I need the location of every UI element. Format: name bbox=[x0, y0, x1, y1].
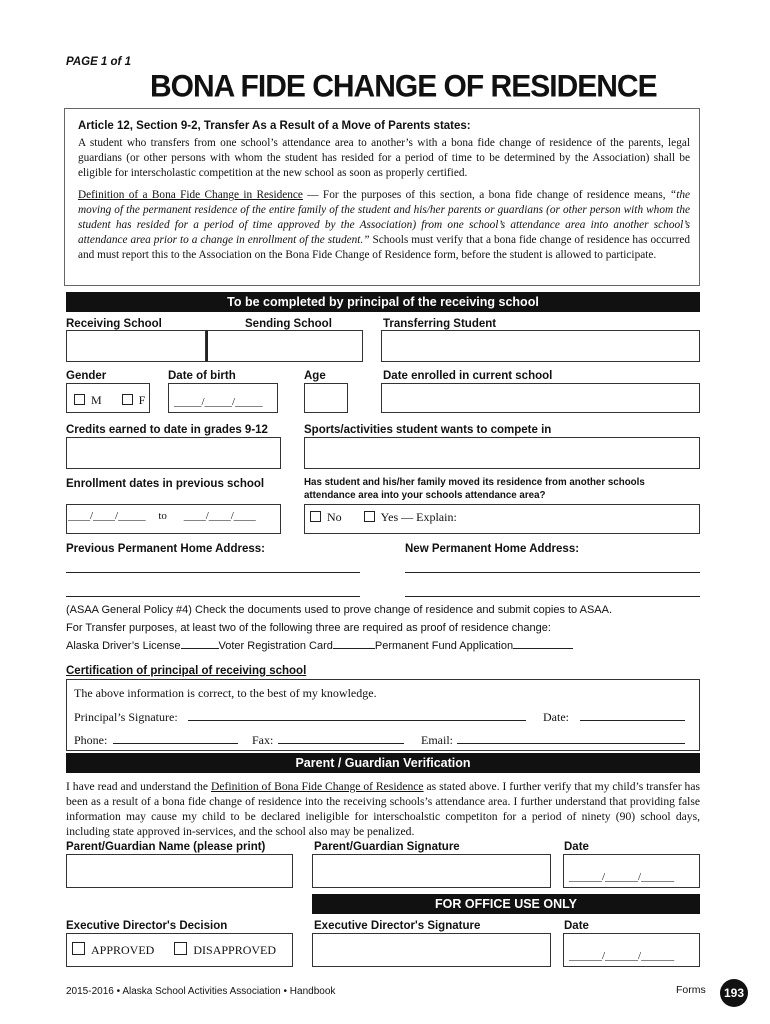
doc-voter-registration-blank[interactable] bbox=[333, 648, 375, 649]
age-label: Age bbox=[304, 370, 326, 382]
parent-date-label: Date bbox=[564, 841, 589, 853]
gender-f-label: F bbox=[138, 393, 146, 407]
credits-label: Credits earned to date in grades 9-12 bbox=[66, 424, 268, 436]
moved-options bbox=[310, 510, 457, 525]
parent-date-blank: ______/______/______ bbox=[569, 871, 675, 883]
intro-paragraph: A student who transfers from one school’s attendance area to another’s with a bona fide change of residence of the parents, legal guardians (or other persons with whom the student has resided for a period of time to be determined by the Association) shall be eligible for interscholastic competition at the new school as soon as properly certified. bbox=[78, 137, 690, 179]
gender-label: Gender bbox=[66, 370, 107, 382]
gender-f-checkbox[interactable] bbox=[122, 394, 133, 405]
enroll-to-blank: ____/____/____ bbox=[183, 510, 256, 522]
approved-label: APPROVED bbox=[91, 943, 155, 957]
doc-permanent-fund: Permanent Fund Application bbox=[374, 640, 514, 652]
previous-address-label: Previous Permanent Home Address: bbox=[66, 543, 265, 555]
parent-statement-link: Definition of Bona Fide Change of Residence bbox=[210, 780, 424, 793]
office-section-bar: FOR OFFICE USE ONLY bbox=[312, 894, 700, 914]
footer-section: Forms bbox=[676, 984, 706, 996]
enroll-from-blank: ____/____/_____ bbox=[68, 510, 146, 522]
sending-school-label: Sending School bbox=[245, 318, 332, 330]
enroll-to-label: to bbox=[158, 510, 167, 522]
new-address-label: New Permanent Home Address: bbox=[405, 543, 580, 555]
moved-question: Has student and his/her family moved its residence from another schools attendance area into your schools attendance area? bbox=[304, 476, 645, 501]
moved-yes-checkbox[interactable] bbox=[364, 511, 375, 522]
parent-section-bar: Parent / Guardian Verification bbox=[66, 753, 700, 773]
page-title: BONA FIDE CHANGE OF RESIDENCE bbox=[150, 69, 657, 104]
enrollment-dates-blank bbox=[68, 510, 256, 522]
gender-m-checkbox[interactable] bbox=[74, 394, 85, 405]
decision-options bbox=[72, 942, 276, 958]
office-date-blank: ______/______/______ bbox=[569, 950, 675, 962]
principal-date-label: Date: bbox=[543, 710, 569, 724]
moved-yes-label: Yes — Explain: bbox=[380, 510, 457, 524]
age-field[interactable] bbox=[304, 383, 348, 413]
phone-line[interactable] bbox=[113, 743, 238, 744]
previous-address-line-1[interactable] bbox=[66, 572, 360, 573]
page-label: PAGE 1 of 1 bbox=[66, 56, 131, 68]
gender-options bbox=[74, 393, 145, 408]
principal-signature-line[interactable] bbox=[188, 720, 526, 721]
doc-voter-registration: Voter Registration Card bbox=[218, 640, 333, 652]
dob-blank: _____/_____/_____ bbox=[174, 396, 263, 408]
policy-line-1: (ASAA General Policy #4) Check the documents used to prove change of residence and submit copies to ASAA. bbox=[66, 604, 613, 616]
office-date-label: Date bbox=[564, 920, 589, 932]
principal-section-bar: To be completed by principal of the receiving school bbox=[66, 292, 700, 312]
doc-drivers-license-blank[interactable] bbox=[181, 648, 219, 649]
dob-label: Date of birth bbox=[168, 370, 236, 382]
new-address-line-1[interactable] bbox=[405, 572, 700, 573]
sports-label: Sports/activities student wants to compete in bbox=[304, 424, 552, 436]
sending-school-field[interactable] bbox=[206, 330, 363, 362]
transferring-student-label: Transferring Student bbox=[383, 318, 497, 330]
parent-signature-field[interactable] bbox=[312, 854, 551, 888]
executive-signature-label: Executive Director's Signature bbox=[314, 920, 481, 932]
parent-statement-b: as stated above. I further verify that my child’s transfer has been as a result of a bona fide change of residence into the receiving schools’s attendance area. I further understand that providing false information may cause my child to be declared ineligible for interschoalstic competiton for a period of ninety (90) school days, including state approved in-services, and the school also may be penalized. bbox=[66, 780, 700, 838]
email-line[interactable] bbox=[457, 743, 685, 744]
new-address-line-2[interactable] bbox=[405, 596, 700, 597]
parent-statement-a: I have read and understand the bbox=[66, 780, 211, 793]
gender-m-label: M bbox=[91, 393, 102, 407]
principal-date-line[interactable] bbox=[580, 720, 685, 721]
footer-text: 2015-2016 • Alaska School Activities Association • Handbook bbox=[66, 986, 336, 997]
fax-label: Fax: bbox=[252, 733, 274, 747]
policy-documents bbox=[66, 640, 573, 652]
email-label: Email: bbox=[421, 733, 453, 747]
fax-line[interactable] bbox=[278, 743, 404, 744]
page-number-badge: 193 bbox=[720, 979, 748, 1007]
disapproved-checkbox[interactable] bbox=[174, 942, 187, 955]
parent-name-field[interactable] bbox=[66, 854, 293, 888]
executive-signature-field[interactable] bbox=[312, 933, 551, 967]
credits-field[interactable] bbox=[66, 437, 281, 469]
definition-paragraph bbox=[78, 188, 690, 263]
receiving-school-field[interactable] bbox=[66, 330, 206, 362]
approved-checkbox[interactable] bbox=[72, 942, 85, 955]
phone-label: Phone: bbox=[74, 733, 108, 747]
policy-line-2: For Transfer purposes, at least two of the following three are required as proof of residence change: bbox=[66, 622, 551, 634]
certification-statement: The above information is correct, to the best of my knowledge. bbox=[74, 686, 377, 700]
parent-signature-label: Parent/Guardian Signature bbox=[314, 841, 460, 853]
definition-quote: “the moving of the permanent residence of the entire family of the student and his/her parents or guardians (or other person with whom the student has resided for a period of time approved by the Association) from one school’s attendance area into another school’s attendance area prior to a change in enrollment of the student.” bbox=[78, 189, 690, 246]
doc-drivers-license: Alaska Driver’s License bbox=[66, 640, 181, 652]
moved-no-label: No bbox=[327, 510, 342, 524]
disapproved-label: DISAPPROVED bbox=[193, 943, 277, 957]
intro-heading: Article 12, Section 9-2, Transfer As a Result of a Move of Parents states: bbox=[78, 120, 471, 132]
executive-decision-label: Executive Director's Decision bbox=[66, 920, 228, 932]
parent-name-label: Parent/Guardian Name (please print) bbox=[66, 841, 266, 853]
definition-tail: Schools must verify that a bona fide change of residence has occurred and must report this to the Association on the Bona Fide Change of Residence form, before the student is allowed to participate. bbox=[78, 234, 690, 261]
date-enrolled-field[interactable] bbox=[381, 383, 700, 413]
sports-field[interactable] bbox=[304, 437, 700, 469]
moved-no-checkbox[interactable] bbox=[310, 511, 321, 522]
principal-signature-label: Principal’s Signature: bbox=[74, 710, 178, 724]
date-enrolled-label: Date enrolled in current school bbox=[383, 370, 553, 382]
receiving-school-label: Receiving School bbox=[66, 318, 162, 330]
parent-statement bbox=[66, 779, 700, 839]
definition-term: Definition of a Bona Fide Change in Residence bbox=[78, 189, 303, 201]
certification-heading: Certification of principal of receiving school bbox=[66, 665, 307, 677]
doc-permanent-fund-blank[interactable] bbox=[513, 648, 573, 649]
definition-dash: — For the purposes of this section, a bona fide change of residence means, bbox=[302, 189, 670, 201]
enrollment-dates-label: Enrollment dates in previous school bbox=[66, 478, 265, 490]
transferring-student-field[interactable] bbox=[381, 330, 700, 362]
previous-address-line-2[interactable] bbox=[66, 596, 360, 597]
